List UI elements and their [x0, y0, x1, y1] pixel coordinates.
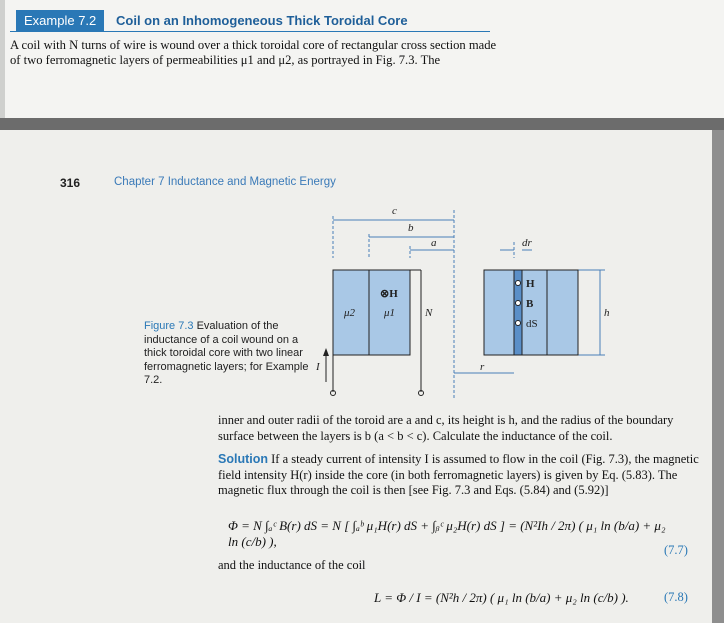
book-page — [0, 130, 712, 623]
equation-7-7: Φ = N ∫ₐᶜ B(r) dS = N [ ∫ₐᵇ μ₁H(r) dS + ∫ᵦᶜ μ₂H(r) dS ] = (N²Ih / 2π) ( μ₁ ln (b/a) + μ₂ ln (c/b) ), — [228, 518, 666, 549]
binding-edge — [0, 0, 5, 118]
label-c: c — [392, 205, 397, 217]
toroid-figure — [0, 130, 712, 420]
label-B: B — [526, 298, 534, 310]
equation-number-7-7: (7.7) — [664, 543, 688, 557]
running-header: Chapter 7 Inductance and Magnetic Energy — [114, 176, 336, 188]
label-a: a — [431, 237, 437, 249]
page-edge — [712, 130, 724, 623]
equation-7-8: L = Φ / I = (N²h / 2π) ( μ₁ ln (b/a) + μ₂ ln (c/b) ). — [374, 590, 629, 605]
paragraph-1: inner and outer radii of the toroid are a and c, its height is h, and the radius of the boundary surface between the layers is b (a < b < c). Calculate the inductance of the coil. — [218, 413, 674, 443]
example-rule — [10, 31, 490, 32]
and-text: and the inductance of the coil — [218, 558, 366, 572]
solution-label: Solution — [218, 452, 268, 466]
label-h: h — [604, 307, 610, 319]
label-H-out: H — [526, 278, 535, 290]
label-mu1: μ1 — [384, 307, 396, 319]
page-gap — [0, 118, 724, 130]
example-header — [10, 10, 490, 32]
example-tag: Example 7.2 — [16, 10, 104, 32]
caption-label: Figure 7.3 — [144, 320, 194, 332]
page-number: 316 — [60, 176, 81, 190]
solution-text: If a steady current of intensity I is assumed to flow in the coil (Fig. 7.3), the magnetic field intensity H(r) inside the core (in both ferromagnetic layers) is given by Eq. (5.83). The magnetic flux through the coil is then [see Fig. 7.3 and Eqs. (5.84) and (5.92)] — [218, 452, 699, 497]
label-mu2: μ2 — [344, 307, 356, 319]
label-N: N — [425, 307, 433, 319]
caption-text: Evaluation of the inductance of a coil wound on a thick toroidal core with two linear ferromagnetic layers; for Example 7.2. — [144, 320, 309, 386]
equation-number-7-8: (7.8) — [664, 590, 688, 604]
label-H-in: ⊗H — [380, 288, 398, 300]
previous-page — [0, 0, 724, 118]
label-dS: dS — [526, 318, 538, 330]
figure-caption — [144, 320, 309, 388]
example-title: Coil on an Inhomogeneous Thick Toroidal Core — [116, 13, 408, 28]
solution-paragraph — [218, 452, 708, 499]
label-dr: dr — [522, 237, 532, 249]
label-b: b — [408, 222, 414, 234]
example-text: A coil with N turns of wire is wound over a thick toroidal core of rectangular cross section made of two ferromagnetic layers of permeabilities μ1 and μ2, as portrayed in Fig. 7.3. The — [10, 38, 497, 67]
label-r: r — [480, 361, 485, 373]
label-I: I — [316, 361, 320, 373]
